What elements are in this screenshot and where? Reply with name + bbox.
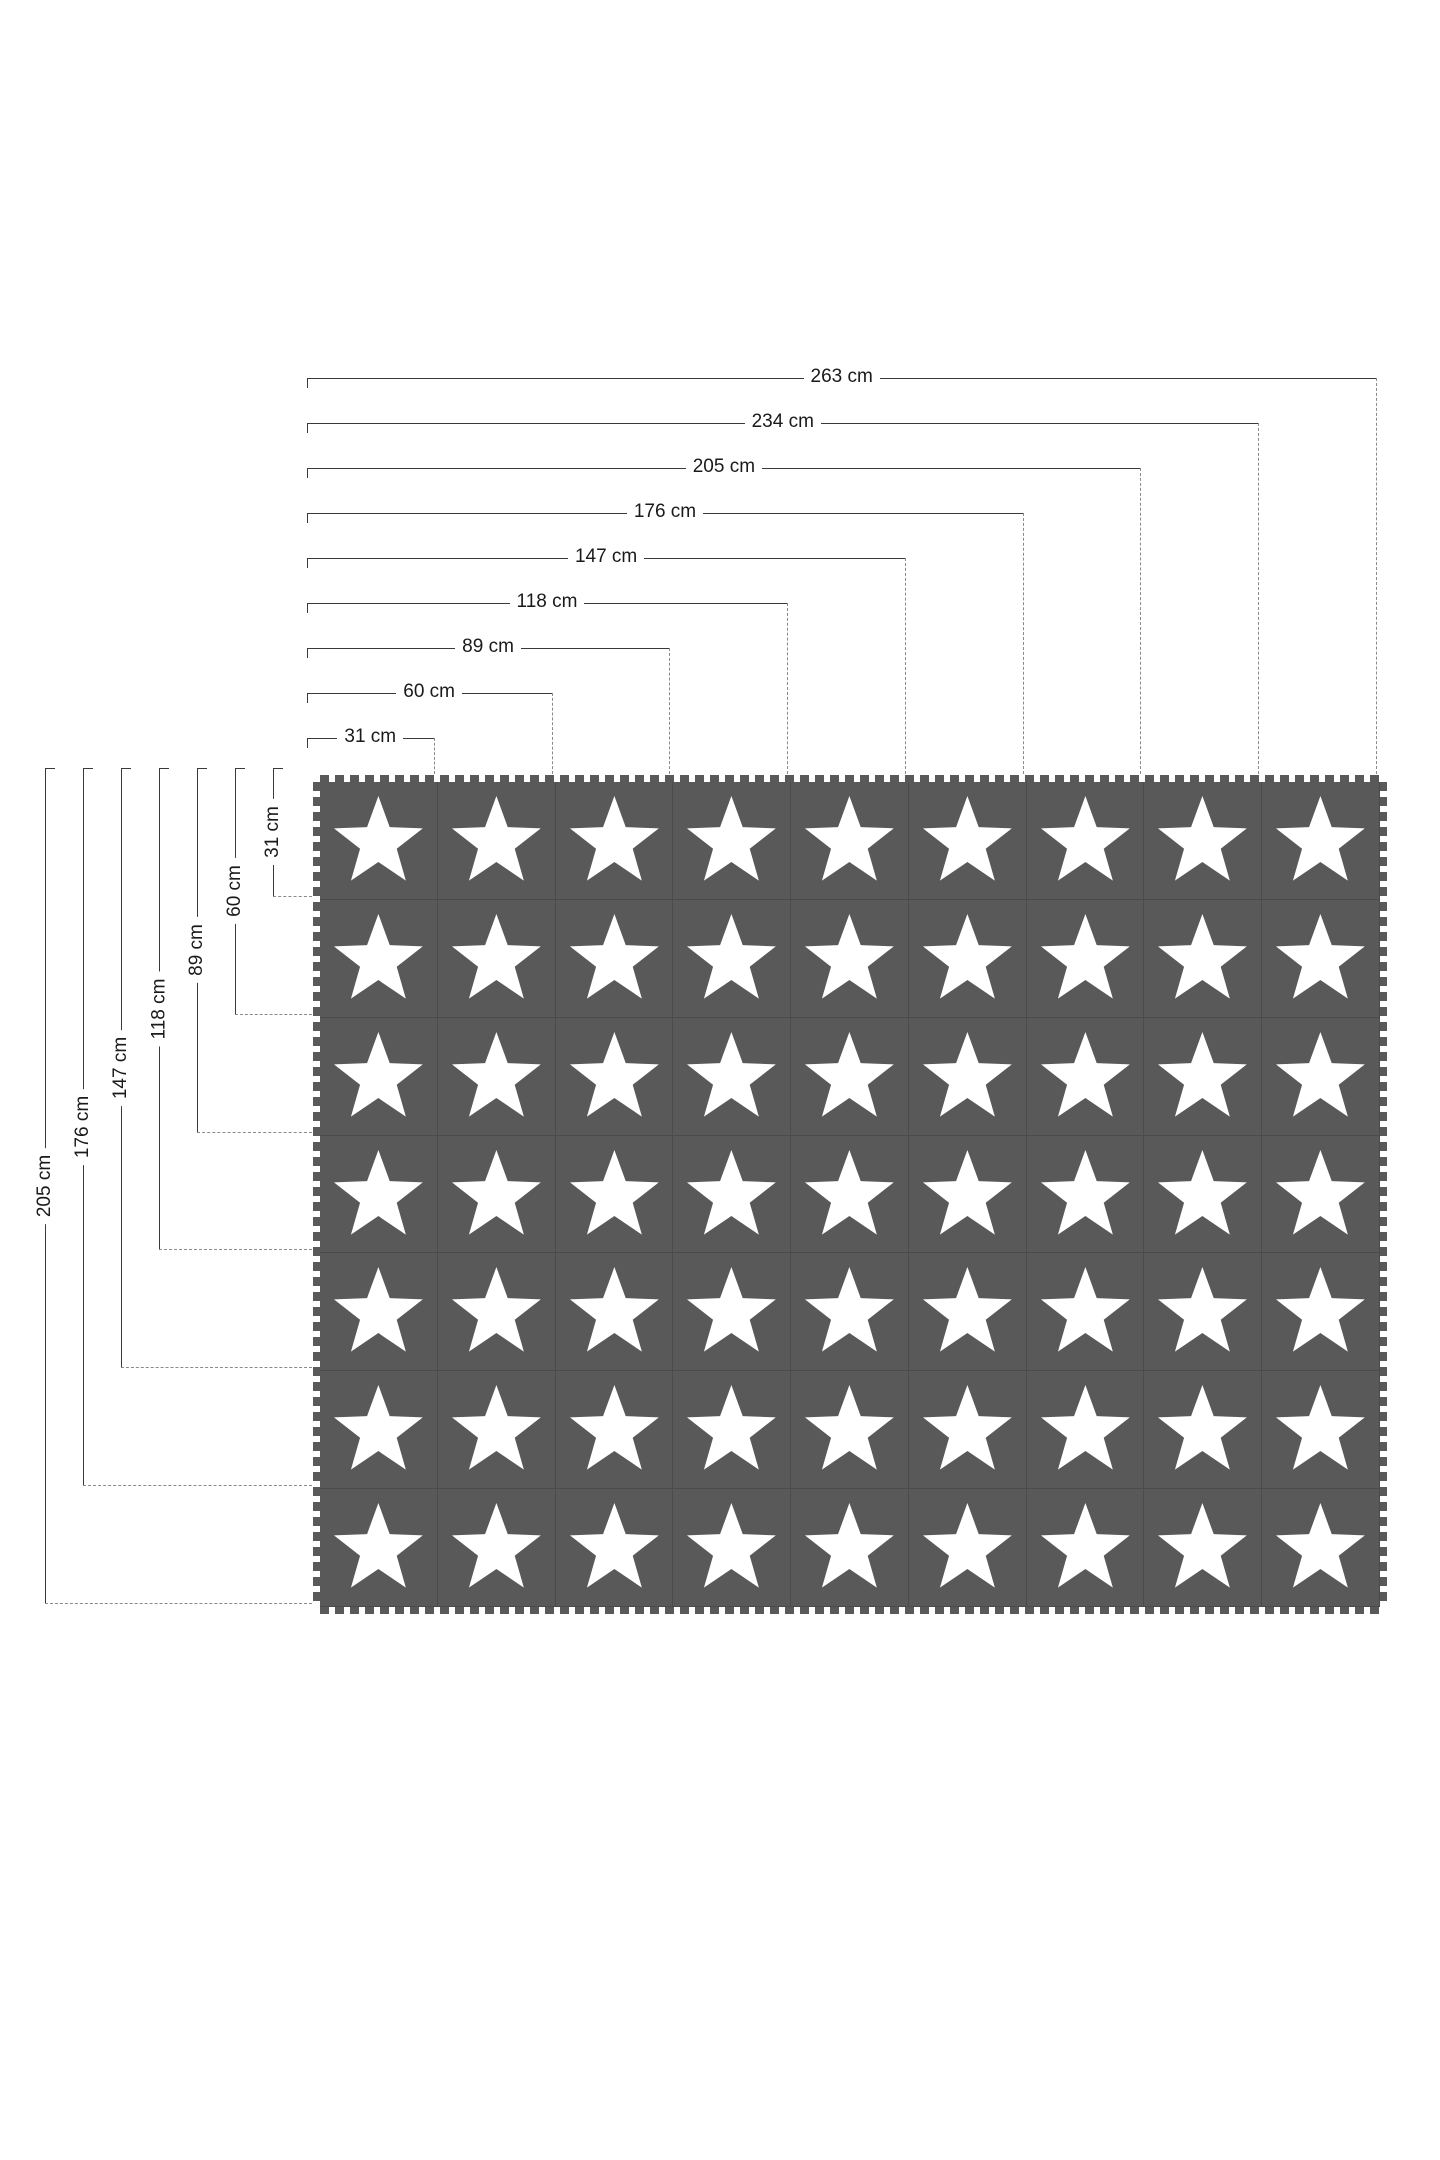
star-icon xyxy=(805,796,894,881)
star-icon xyxy=(1276,1032,1365,1117)
mat-tile xyxy=(1144,1018,1262,1136)
mat-tile xyxy=(1144,900,1262,1018)
dimension-leader-line xyxy=(1376,378,1377,774)
mat-tile xyxy=(556,1253,674,1371)
star-icon xyxy=(1027,1136,1144,1253)
dimension-leader-line xyxy=(121,1367,312,1368)
star-icon xyxy=(1144,782,1261,899)
dimension-tick xyxy=(307,648,308,658)
star-icon xyxy=(1262,1136,1379,1253)
star-icon xyxy=(1276,1150,1365,1235)
mat-tile xyxy=(1262,782,1380,900)
dimension-tick xyxy=(307,378,308,388)
dimension-label-horizontal: 205 cm xyxy=(686,456,762,478)
star-icon xyxy=(1158,914,1247,999)
mat-tile xyxy=(791,1489,909,1607)
dimension-leader-line xyxy=(235,1014,312,1015)
mat-tile xyxy=(320,1371,438,1489)
star-icon xyxy=(1276,1385,1365,1470)
dimension-label-horizontal: 60 cm xyxy=(396,681,462,703)
star-icon xyxy=(687,1385,776,1470)
dimension-tick xyxy=(307,693,308,703)
mat-tile xyxy=(791,782,909,900)
star-icon xyxy=(1262,1253,1379,1370)
star-icon xyxy=(1276,914,1365,999)
star-icon xyxy=(1158,796,1247,881)
mat-tile xyxy=(438,1018,556,1136)
dimension-leader-line xyxy=(45,1603,312,1604)
star-icon xyxy=(791,1018,908,1135)
star-icon xyxy=(452,1267,541,1352)
mat-tile xyxy=(320,1253,438,1371)
dimension-tick xyxy=(307,423,308,433)
star-icon xyxy=(1276,1267,1365,1352)
star-icon xyxy=(1262,782,1379,899)
star-icon xyxy=(556,1489,673,1606)
star-icon xyxy=(452,1150,541,1235)
mat-tile xyxy=(556,782,674,900)
star-icon xyxy=(556,900,673,1017)
star-icon xyxy=(1041,796,1130,881)
star-icon xyxy=(1158,1032,1247,1117)
star-icon xyxy=(923,1150,1012,1235)
star-icon xyxy=(923,1385,1012,1470)
mat-tile xyxy=(1144,1136,1262,1254)
mat-edge-bottom xyxy=(320,1607,1380,1614)
dimension-label-horizontal: 147 cm xyxy=(568,546,644,568)
mat-tile xyxy=(1262,1018,1380,1136)
mat-tile xyxy=(791,900,909,1018)
star-icon xyxy=(1144,1018,1261,1135)
mat-tile xyxy=(1027,782,1145,900)
star-icon xyxy=(570,1150,659,1235)
dimension-leader-line xyxy=(669,648,670,774)
star-icon xyxy=(570,914,659,999)
mat-tile xyxy=(1027,1371,1145,1489)
star-icon xyxy=(438,1136,555,1253)
star-icon xyxy=(1276,796,1365,881)
star-icon xyxy=(1041,1032,1130,1117)
star-icon xyxy=(1027,1018,1144,1135)
mat-tile xyxy=(909,1371,1027,1489)
star-icon xyxy=(452,796,541,881)
mat-tile xyxy=(320,900,438,1018)
dimension-label-horizontal: 263 cm xyxy=(804,366,880,388)
star-icon xyxy=(1144,1253,1261,1370)
mat-tile xyxy=(909,1136,1027,1254)
star-icon xyxy=(334,1150,423,1235)
dimension-leader-line xyxy=(197,1132,312,1133)
mat-tile xyxy=(1027,1136,1145,1254)
star-icon xyxy=(334,1503,423,1588)
star-icon xyxy=(1276,1503,1365,1588)
star-icon xyxy=(1262,1371,1379,1488)
star-icon xyxy=(556,782,673,899)
star-icon xyxy=(1158,1267,1247,1352)
star-icon xyxy=(1144,1136,1261,1253)
star-icon xyxy=(805,1503,894,1588)
mat-tile xyxy=(556,1018,674,1136)
mat-tile xyxy=(673,900,791,1018)
mat-tile xyxy=(673,782,791,900)
mat-edge-right xyxy=(1380,782,1387,1607)
star-icon xyxy=(805,1385,894,1470)
mat-tile xyxy=(673,1489,791,1607)
star-icon xyxy=(1158,1503,1247,1588)
dimension-tick xyxy=(159,768,169,769)
star-icon xyxy=(320,1371,437,1488)
mat-tile xyxy=(1144,1489,1262,1607)
mat-tile xyxy=(438,1489,556,1607)
star-icon xyxy=(909,782,1026,899)
mat-tile xyxy=(438,900,556,1018)
star-icon xyxy=(805,914,894,999)
star-icon xyxy=(556,1018,673,1135)
star-icon xyxy=(452,914,541,999)
star-icon xyxy=(673,1253,790,1370)
star-icon xyxy=(320,1018,437,1135)
star-icon xyxy=(320,1489,437,1606)
star-icon xyxy=(673,1018,790,1135)
star-icon xyxy=(1262,900,1379,1017)
mat-tile xyxy=(673,1018,791,1136)
dimension-label-horizontal: 89 cm xyxy=(455,636,521,658)
star-icon xyxy=(334,796,423,881)
star-icon xyxy=(452,1032,541,1117)
dimension-label-vertical: 118 cm xyxy=(148,971,170,1046)
dimension-label-vertical: 147 cm xyxy=(110,1029,132,1105)
mat-tile xyxy=(909,900,1027,1018)
dimension-leader-line xyxy=(905,558,906,774)
star-icon xyxy=(673,900,790,1017)
star-icon xyxy=(687,796,776,881)
dimension-tick xyxy=(307,558,308,568)
dimension-leader-line xyxy=(83,1485,312,1486)
star-icon xyxy=(438,1253,555,1370)
mat-edge-left xyxy=(313,782,320,1607)
star-icon xyxy=(320,900,437,1017)
star-icon xyxy=(438,900,555,1017)
star-icon xyxy=(909,1489,1026,1606)
dimension-tick xyxy=(45,768,55,769)
star-icon xyxy=(334,914,423,999)
star-icon xyxy=(1027,1253,1144,1370)
dimension-tick xyxy=(273,768,283,769)
dimension-label-horizontal: 176 cm xyxy=(627,501,703,523)
mat-tile xyxy=(1144,1371,1262,1489)
dimension-label-horizontal: 118 cm xyxy=(510,591,585,613)
mat-tile xyxy=(791,1018,909,1136)
dimension-tick xyxy=(83,768,93,769)
star-icon xyxy=(334,1267,423,1352)
mat-tile xyxy=(909,1018,1027,1136)
star-icon xyxy=(909,1136,1026,1253)
star-icon xyxy=(1027,1371,1144,1488)
dimension-label-vertical: 176 cm xyxy=(72,1088,94,1164)
mat-tile xyxy=(1027,1489,1145,1607)
mat-tile xyxy=(438,782,556,900)
mat-tile xyxy=(1144,782,1262,900)
dimension-label-vertical: 31 cm xyxy=(262,799,284,865)
mat-tile xyxy=(556,1136,674,1254)
star-icon xyxy=(556,1136,673,1253)
mat-tile xyxy=(1027,1018,1145,1136)
mat-tile xyxy=(320,1018,438,1136)
dimension-leader-line xyxy=(1023,513,1024,774)
star-icon xyxy=(1158,1385,1247,1470)
star-icon xyxy=(570,1385,659,1470)
mat-tile xyxy=(909,782,1027,900)
mat-tile xyxy=(673,1253,791,1371)
dimension-tick xyxy=(307,603,308,613)
star-icon xyxy=(1144,1371,1261,1488)
star-icon xyxy=(673,1136,790,1253)
dimension-leader-line xyxy=(1258,423,1259,774)
mat-tile xyxy=(556,1371,674,1489)
star-icon xyxy=(673,782,790,899)
mat-tile xyxy=(673,1371,791,1489)
star-icon xyxy=(909,1253,1026,1370)
star-icon xyxy=(438,1018,555,1135)
dimension-tick xyxy=(121,768,131,769)
star-icon xyxy=(438,1489,555,1606)
star-icon xyxy=(687,1503,776,1588)
dimension-label-vertical: 205 cm xyxy=(34,1147,56,1223)
star-icon xyxy=(1041,1267,1130,1352)
star-icon xyxy=(1027,1489,1144,1606)
star-icon xyxy=(320,782,437,899)
star-icon xyxy=(687,1032,776,1117)
mat-tile xyxy=(438,1253,556,1371)
dimension-leader-line xyxy=(434,738,435,774)
star-icon xyxy=(805,1267,894,1352)
dimension-leader-line xyxy=(273,896,312,897)
star-icon xyxy=(923,1267,1012,1352)
star-icon xyxy=(791,1489,908,1606)
mat-tile xyxy=(791,1136,909,1254)
mat-edge-top xyxy=(320,775,1380,782)
dimension-tick xyxy=(307,513,308,523)
star-icon xyxy=(570,796,659,881)
star-icon xyxy=(556,1253,673,1370)
dimension-leader-line xyxy=(787,603,788,774)
mat-grid xyxy=(320,782,1380,1607)
mat-tile xyxy=(1262,1136,1380,1254)
star-icon xyxy=(791,1136,908,1253)
dimension-leader-line xyxy=(159,1249,312,1250)
star-icon xyxy=(1027,782,1144,899)
mat-tile xyxy=(1262,900,1380,1018)
mat-tile xyxy=(320,1489,438,1607)
star-icon xyxy=(452,1503,541,1588)
mat-tile xyxy=(1262,1253,1380,1371)
star-icon xyxy=(334,1032,423,1117)
star-icon xyxy=(909,900,1026,1017)
star-icon xyxy=(1262,1018,1379,1135)
dimension-label-vertical: 60 cm xyxy=(224,858,246,924)
mat-tile xyxy=(556,900,674,1018)
dimension-leader-line xyxy=(1140,468,1141,774)
star-icon xyxy=(791,900,908,1017)
star-icon xyxy=(687,1267,776,1352)
mat-tile xyxy=(1262,1371,1380,1489)
star-icon xyxy=(791,1253,908,1370)
mat-tile xyxy=(1027,900,1145,1018)
mat-tile xyxy=(791,1253,909,1371)
star-icon xyxy=(909,1371,1026,1488)
mat-tile xyxy=(791,1371,909,1489)
mat-tile xyxy=(1027,1253,1145,1371)
star-icon xyxy=(438,782,555,899)
star-icon xyxy=(570,1503,659,1588)
star-icon xyxy=(791,782,908,899)
mat-tile xyxy=(438,1136,556,1254)
dimension-label-horizontal: 234 cm xyxy=(745,411,821,433)
star-icon xyxy=(791,1371,908,1488)
dimension-leader-line xyxy=(552,693,553,774)
dimension-tick xyxy=(307,468,308,478)
star-icon xyxy=(1041,914,1130,999)
star-icon xyxy=(1144,900,1261,1017)
star-icon xyxy=(923,914,1012,999)
dimension-tick xyxy=(235,768,245,769)
star-icon xyxy=(570,1032,659,1117)
dimension-label-horizontal: 31 cm xyxy=(337,726,403,748)
star-icon xyxy=(923,796,1012,881)
star-icon xyxy=(923,1503,1012,1588)
star-icon xyxy=(687,1150,776,1235)
dimension-tick xyxy=(197,768,207,769)
star-icon xyxy=(673,1371,790,1488)
star-icon xyxy=(334,1385,423,1470)
star-icon xyxy=(556,1371,673,1488)
star-icon xyxy=(1041,1503,1130,1588)
star-icon xyxy=(687,914,776,999)
star-icon xyxy=(673,1489,790,1606)
star-icon xyxy=(805,1150,894,1235)
star-icon xyxy=(1041,1385,1130,1470)
dimension-label-vertical: 89 cm xyxy=(186,917,208,983)
mat-tile xyxy=(909,1489,1027,1607)
star-icon xyxy=(1262,1489,1379,1606)
star-icon xyxy=(570,1267,659,1352)
star-icon xyxy=(1158,1150,1247,1235)
star-icon xyxy=(320,1136,437,1253)
star-icon xyxy=(805,1032,894,1117)
dimension-tick xyxy=(307,738,308,748)
star-icon xyxy=(909,1018,1026,1135)
star-icon xyxy=(1027,900,1144,1017)
mat-tile xyxy=(438,1371,556,1489)
star-icon xyxy=(438,1371,555,1488)
mat-tile xyxy=(320,1136,438,1254)
mat-tile xyxy=(320,782,438,900)
star-icon xyxy=(923,1032,1012,1117)
mat-tile xyxy=(909,1253,1027,1371)
mat-tile xyxy=(556,1489,674,1607)
mat-tile xyxy=(1144,1253,1262,1371)
mat-tile xyxy=(673,1136,791,1254)
mat-tile xyxy=(1262,1489,1380,1607)
star-icon xyxy=(320,1253,437,1370)
star-icon xyxy=(1041,1150,1130,1235)
star-icon xyxy=(452,1385,541,1470)
star-icon xyxy=(1144,1489,1261,1606)
